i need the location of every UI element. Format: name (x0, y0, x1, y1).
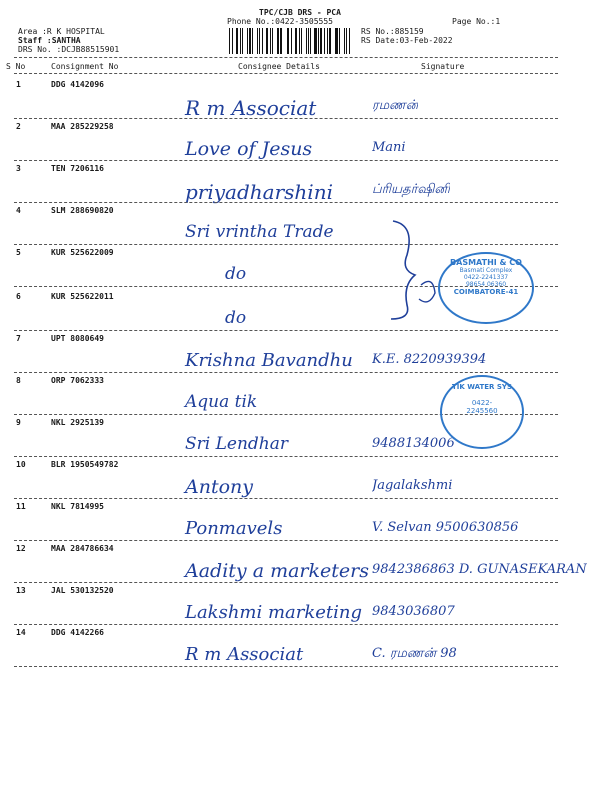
consignment-number: MAA 284786634 (51, 544, 114, 553)
signature: V. Selvan 9500630856 (372, 520, 519, 535)
signature: ரமணன் (372, 98, 419, 113)
consignee-name: Aadity a marketers (185, 560, 369, 582)
row-sno: 10 (16, 460, 26, 469)
row-sno: 4 (16, 206, 21, 215)
consignment-number: SLM 288690820 (51, 206, 114, 215)
consignment-number: KUR 525622009 (51, 248, 114, 257)
consignee-name: Krishna Bavandhu (185, 350, 353, 371)
col-sno-header: S No (6, 62, 26, 71)
rs-number: RS No.:885159 (361, 27, 424, 36)
row-sno: 1 (16, 80, 21, 89)
row-sno: 5 (16, 248, 21, 257)
row-sno: 14 (16, 628, 26, 637)
consignee-name: Lakshmi marketing (185, 602, 363, 623)
divider (14, 498, 558, 499)
col-signature-header: Signature (421, 62, 465, 71)
row-sno: 13 (16, 586, 26, 595)
consignee-name: Ponmavels (185, 518, 283, 539)
consignment-number: TEN 7206116 (51, 164, 104, 173)
drs-number: DRS No. :DCJB88515901 (18, 45, 120, 54)
consignee-name: do (225, 308, 247, 328)
area-label: Area :R K HOSPITAL (18, 27, 105, 36)
signature: K.E. 8220939394 (372, 352, 487, 367)
consignee-name: Sri vrintha Trade (185, 222, 334, 242)
divider (14, 540, 558, 541)
signature: 9488134006 (372, 436, 455, 451)
rs-date: RS Date:03-Feb-2022 (361, 36, 453, 45)
row-sno: 3 (16, 164, 21, 173)
consignment-number: JAL 530132520 (51, 586, 114, 595)
row-sno: 12 (16, 544, 26, 553)
divider (14, 330, 558, 331)
barcode (229, 28, 351, 54)
consignee-name: priyadharshini (185, 180, 333, 204)
signature: C. ரமணன் 98 (372, 646, 457, 661)
staff-label: Staff :SANTHA (18, 36, 81, 45)
consignment-number: ORP 7062333 (51, 376, 104, 385)
consignment-number: DDG 4142266 (51, 628, 104, 637)
divider (14, 666, 558, 667)
signature: ப்ரியதர்ஷினி (372, 182, 450, 197)
row-sno: 7 (16, 334, 21, 343)
divider (14, 582, 558, 583)
consignee-name: do (225, 264, 247, 284)
row-sno: 11 (16, 502, 26, 511)
basmathi-stamp: BASMATHI & CO Basmati Complex 0422-2241337 98654 06360 COIMBATORE-41 (438, 252, 534, 324)
divider (14, 244, 558, 245)
consignment-number: BLR 1950549782 (51, 460, 119, 469)
consignment-number: NKL 7814995 (51, 502, 104, 511)
consignment-number: DDG 4142096 (51, 80, 104, 89)
consignee-name: R m Associat (185, 96, 317, 120)
divider (14, 57, 558, 58)
water-stamp: TIK WATER SYS 0422- 2245560 (440, 375, 524, 449)
row-sno: 8 (16, 376, 21, 385)
divider (14, 118, 558, 119)
divider (14, 202, 558, 203)
consignee-name: Love of Jesus (185, 138, 313, 160)
signature: Jagalakshmi (372, 478, 453, 493)
consignee-name: Sri Lendhar (185, 434, 289, 454)
consignee-name: Antony (185, 476, 254, 498)
col-consignment-header: Consignment No (51, 62, 119, 71)
consignment-number: UPT 8080649 (51, 334, 104, 343)
signature: 9843036807 (372, 604, 455, 619)
consignment-number: KUR 525622011 (51, 292, 114, 301)
divider (14, 456, 558, 457)
row-sno: 6 (16, 292, 21, 301)
divider (14, 624, 558, 625)
divider (14, 73, 558, 74)
divider (14, 160, 558, 161)
col-details-header: Consignee Details (238, 62, 320, 71)
row-sno: 9 (16, 418, 21, 427)
page-number: Page No.:1 (452, 17, 501, 26)
drs-title: TPC/CJB DRS - PCA (259, 8, 341, 17)
consignee-name: Aqua tik (185, 392, 258, 412)
signature: Mani (372, 140, 406, 155)
signature: 9842386863 D. GUNASEKARAN (372, 562, 587, 577)
consignee-name: R m Associat (185, 644, 304, 665)
consignment-number: NKL 2925139 (51, 418, 104, 427)
row-sno: 2 (16, 122, 21, 131)
consignment-number: MAA 285229258 (51, 122, 114, 131)
phone-number: Phone No.:0422-3505555 (227, 17, 333, 26)
signature-bracket (385, 215, 445, 325)
divider (14, 372, 558, 373)
